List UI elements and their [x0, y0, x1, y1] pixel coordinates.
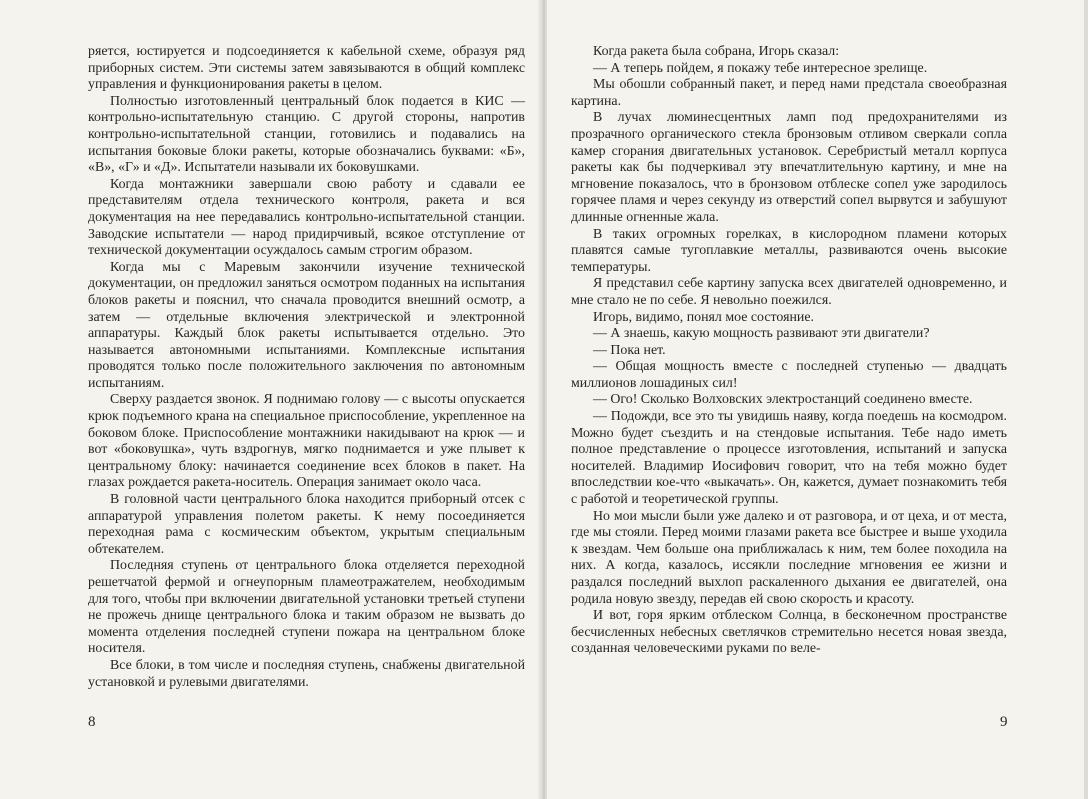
paragraph: Все блоки, в том числе и последняя ступень, снабжены двигательной установкой и рулевыми двигателями.: [88, 657, 525, 690]
paragraph: Мы обошли собранный пакет, и перед нами предстала своеобразная картина.: [571, 77, 1007, 109]
paragraph: И вот, горя ярким отблеском Солнца, в бесконечном пространстве бесчисленных небесных светлячков стремительно несется новая звезда, созданная человеческими руками по веле-: [571, 608, 1007, 657]
paragraph: В таких огромных горелках, в кислородном пламени которых плавятся самые тугоплавкие металлы, развиваются очень высокие температуры.: [571, 226, 1007, 275]
paragraph: Полностью изготовленный центральный блок подается в КИС — контрольно-испытательную станцию. С другой стороны, напротив контрольно-испытательной станции, готовились и подавались на испытания боковые блоки ракеты, которые обозначались буквами: «Б», «В», «Г» и «Д». Испытатели называли их боковушками.: [88, 93, 525, 176]
paragraph: — Общая мощность вместе с последней ступенью — двадцать миллионов лошадиных сил!: [571, 359, 1007, 391]
paragraph: В головной части центрального блока находится приборный отсек с аппаратурой управления полетом ракеты. К нему посоединяется переходная рама с космическим объектом, укрытым специальным обтекателем.: [88, 492, 525, 557]
page-number-left: 8: [88, 714, 96, 730]
paragraph: Когда мы с Маревым закончили изучение технической документации, он предложил заняться осмотром поданных на испытания блоков ракеты и пояснил, что сначала проводится внешний осмотр, а затем — отдельные включения электрической и электронной аппаратуры. Каждый блок ракеты испытывается отдельно. Это называется автономными испытаниями. Комплексные испытания проводятся только после положительного заключения по автономным испытаниям.: [88, 259, 525, 391]
paragraph: Но мои мысли были уже далеко и от разговора, и от цеха, и от места, где мы стояли. Перед моими глазами ракета все быстрее и выше уходила к звездам. Чем больше она приближалась к ним, тем более походила на них. А когда, казалось, иссякли последние мгновения ее жизни и раздался последний выхлоп раскаленного дыхания ее двигателей, она родила новую звезду, передав ей свою скорость и красоту.: [571, 508, 1007, 607]
paragraph: — А теперь пойдем, я покажу тебе интересное зрелище.: [593, 60, 928, 76]
paragraph: ряется, юстируется и подсоединяется к кабельной схеме, образуя ряд приборных систем. Эти системы затем завязываются в общий комплекс управления и функционирования ракеты в целом.: [88, 44, 525, 93]
paragraph: — Ого! Сколько Волховских электростанций соединено вместе.: [593, 392, 973, 408]
page-edge: [1084, 0, 1088, 799]
paragraph: — Пока нет.: [593, 342, 666, 358]
paragraph: Когда монтажники завершали свою работу и сдавали ее представителям отдела технического контроля, ракета и вся документация на нее передавались контрольно-испытательной станции. Заводские испытатели — народ придирчивый, всякое отступление от технической документации осуждалось самым строгим образом.: [88, 176, 525, 259]
paragraph: — Подожди, все это ты увидишь наяву, когда поедешь на космодром. Можно будет съездить и на стендовые испытания. Тебе надо иметь полное представление о процессе изготовления, испытаний и запуска носителей. Владимир Иосифович говорит, что на тебя можно будет впоследствии кое-что «выкачать». Он, кажется, думает познакомить тебя с работой и теоретической группы.: [571, 409, 1007, 508]
right-page-text: [571, 44, 1007, 658]
left-page: [0, 0, 541, 799]
left-page-text: [88, 44, 525, 691]
paragraph: Когда ракета была собрана, Игорь сказал:: [593, 44, 840, 59]
paragraph: Я представил себе картину запуска всех двигателей одновременно, и мне стало не по себе. Я невольно поежился.: [571, 276, 1007, 308]
paragraph: Игорь, видимо, понял мое состояние.: [593, 309, 814, 325]
paragraph: В лучах люминесцентных ламп под предохранителями из прозрачного органического стекла бронзовым отливом сверкали сопла камер сгорания двигательных установок. Серебристый металл корпуса ракеты как бы подчеркивал эту впечатлительную картину, и мне на мгновение показалось, что в бронзовом отблеске сопел уже зародилось горячее пламя и через секунду из отверстий сопел вырвутся и забушуют длинные огненные жала.: [571, 110, 1007, 225]
paragraph: Сверху раздается звонок. Я поднимаю голову — с высоты опускается крюк подъемного крана на специальное приспособление, укрепленное на боковом блоке. Приспособление монтажники накидывают на крюк — и вот «боковушка», чуть вздрогнув, мягко поднимается и уже плывет к центральному блоку: начинается соединение всех блоков в пакет. На глазах рождается ракета-носитель. Операция занимает около часа.: [88, 392, 525, 491]
paragraph: Последняя ступень от центрального блока отделяется переходной решетчатой фермой и огнеупорным пламеотражателем, необходимым для того, чтобы при включении двигательной установки третьей ступени не прожечь днище центрального блока и таким образом не вызвать до момента отделения последней ступени пожара на центральном блоке носителя.: [88, 558, 525, 657]
paragraph: — А знаешь, какую мощность развивают эти двигатели?: [593, 326, 930, 342]
page-number-right: 9: [1000, 714, 1008, 730]
